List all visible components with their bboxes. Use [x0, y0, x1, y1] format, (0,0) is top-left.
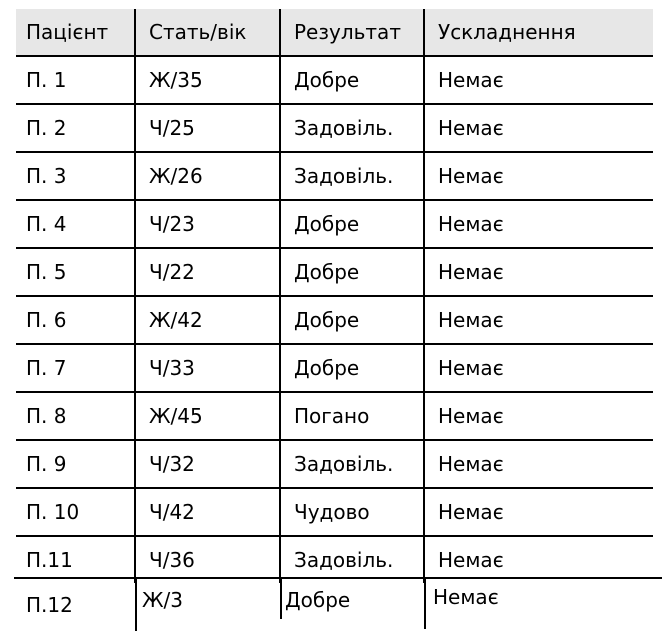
header-result: Результат — [294, 20, 401, 44]
column-divider — [279, 105, 281, 151]
column-divider — [423, 297, 425, 343]
cell-complications: Немає — [438, 212, 504, 236]
cell-result: Задовіль. — [294, 164, 394, 188]
table-row — [16, 345, 653, 393]
cell-sex-age: Ч/36 — [149, 548, 195, 572]
cell-complications: Немає — [438, 260, 504, 284]
cell-result: Задовіль. — [294, 548, 394, 572]
cell-result: Задовіль. — [294, 116, 394, 140]
cell-patient: П. 3 — [26, 164, 67, 188]
cell-result: Добре — [294, 212, 360, 236]
column-divider — [423, 9, 425, 55]
column-divider — [134, 441, 136, 487]
cell-result: Добре — [294, 260, 360, 284]
column-divider — [134, 297, 136, 343]
table-row-pasted — [14, 573, 662, 633]
column-divider — [279, 9, 281, 55]
table-row — [16, 105, 653, 153]
cell-patient: П.12 — [26, 593, 73, 617]
column-divider — [134, 153, 136, 199]
cell-result: Добре — [294, 356, 360, 380]
column-divider — [134, 489, 136, 535]
cell-complications: Немає — [438, 500, 504, 524]
column-divider — [134, 201, 136, 247]
table-row — [16, 441, 653, 489]
column-divider — [423, 345, 425, 391]
cell-sex-age: Ч/42 — [149, 500, 195, 524]
column-divider — [423, 105, 425, 151]
cell-patient: П. 8 — [26, 404, 67, 428]
column-divider — [134, 345, 136, 391]
column-divider — [134, 249, 136, 295]
cell-sex-age: Ж/42 — [149, 308, 203, 332]
cell-patient: П.11 — [26, 548, 73, 572]
column-divider — [279, 441, 281, 487]
column-divider — [279, 393, 281, 439]
table-row — [16, 393, 653, 441]
cell-sex-age: Ч/25 — [149, 116, 195, 140]
column-divider — [423, 57, 425, 103]
cell-complications: Немає — [433, 585, 499, 609]
column-divider — [423, 393, 425, 439]
patients-table — [16, 9, 653, 585]
table-header-row — [16, 9, 653, 57]
cell-complications: Немає — [438, 548, 504, 572]
table-row — [16, 153, 653, 201]
table-row — [16, 249, 653, 297]
cell-patient: П. 6 — [26, 308, 67, 332]
header-complications: Ускладнення — [438, 20, 576, 44]
cell-result: Добре — [285, 588, 351, 612]
cell-patient: П. 1 — [26, 68, 67, 92]
cell-sex-age: Ч/32 — [149, 452, 195, 476]
column-divider — [424, 579, 426, 629]
column-divider — [134, 9, 136, 55]
column-divider — [134, 57, 136, 103]
cell-complications: Немає — [438, 308, 504, 332]
header-patient: Пацієнт — [26, 20, 109, 44]
column-divider — [279, 345, 281, 391]
cell-sex-age: Ж/3 — [142, 588, 184, 612]
column-divider — [279, 153, 281, 199]
table-row — [16, 57, 653, 105]
cell-patient: П. 2 — [26, 116, 67, 140]
column-divider — [279, 297, 281, 343]
cell-complications: Немає — [438, 452, 504, 476]
cell-patient: П. 10 — [26, 500, 80, 524]
table-row — [16, 297, 653, 345]
cell-result: Добре — [294, 308, 360, 332]
cell-sex-age: Ч/33 — [149, 356, 195, 380]
column-divider — [423, 441, 425, 487]
row-top-border — [14, 577, 662, 579]
table-row — [16, 489, 653, 537]
cell-patient: П. 4 — [26, 212, 67, 236]
column-divider — [423, 489, 425, 535]
column-divider — [423, 249, 425, 295]
column-divider — [279, 57, 281, 103]
column-divider — [280, 579, 282, 619]
cell-complications: Немає — [438, 164, 504, 188]
column-divider — [279, 201, 281, 247]
cell-complications: Немає — [438, 116, 504, 140]
cell-result: Погано — [294, 404, 370, 428]
cell-complications: Немає — [438, 356, 504, 380]
column-divider — [134, 105, 136, 151]
cell-complications: Немає — [438, 68, 504, 92]
column-divider — [423, 153, 425, 199]
cell-patient: П. 7 — [26, 356, 67, 380]
column-divider — [279, 249, 281, 295]
header-sex-age: Стать/вік — [149, 20, 247, 44]
cell-sex-age: Ж/35 — [149, 68, 203, 92]
column-divider — [279, 489, 281, 535]
cell-sex-age: Ч/23 — [149, 212, 195, 236]
column-divider — [423, 201, 425, 247]
cell-sex-age: Ж/26 — [149, 164, 203, 188]
column-divider — [134, 393, 136, 439]
cell-result: Добре — [294, 68, 360, 92]
cell-sex-age: Ч/22 — [149, 260, 195, 284]
column-divider — [135, 579, 137, 631]
cell-complications: Немає — [438, 404, 504, 428]
cell-result: Задовіль. — [294, 452, 394, 476]
cell-patient: П. 5 — [26, 260, 67, 284]
cell-sex-age: Ж/45 — [149, 404, 203, 428]
cell-result: Чудово — [294, 500, 370, 524]
table-row — [16, 201, 653, 249]
cell-patient: П. 9 — [26, 452, 67, 476]
